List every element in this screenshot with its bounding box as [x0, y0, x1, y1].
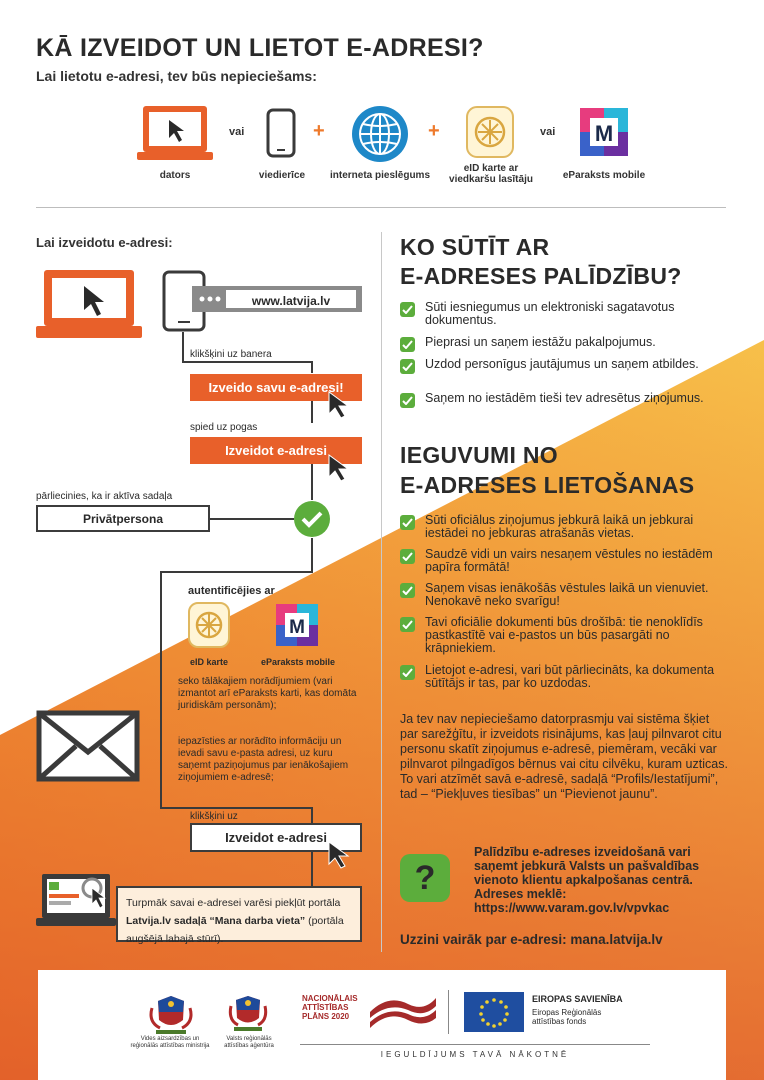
column-divider: [381, 232, 382, 952]
benefit-item: Saudzē vidi un vairs nesaņem vēstules no iestādēm papīra formātā!: [400, 548, 724, 574]
flow-line: [311, 401, 313, 423]
help-icon: [400, 854, 450, 902]
check-icon: [400, 583, 415, 598]
flow-line: [160, 571, 313, 573]
requirement-eparaksts-label: eParaksts mobile: [562, 170, 646, 181]
smartphone-icon: [266, 108, 296, 158]
eparaksts-icon: [276, 604, 318, 646]
final-create-button[interactable]: Izveidot e-adresi: [190, 823, 362, 852]
requirement-dators-label: dators: [159, 170, 191, 181]
auth-hint: autentificējies ar: [188, 585, 275, 597]
more-info-link[interactable]: Uzzini vairāk par e-adresi: mana.latvija.lv: [400, 932, 663, 947]
footer: [38, 970, 726, 1080]
laptop-large-icon: [36, 268, 142, 342]
globe-icon: [350, 104, 410, 164]
create-banner-button[interactable]: Izveido savu e-adresi!: [190, 374, 362, 401]
private-person-tab[interactable]: Privātpersona: [36, 505, 210, 532]
slogan-divider: [300, 1044, 650, 1045]
banner-hint: klikšķini uz banera: [190, 349, 272, 360]
nap-logo-text: NACIONĀLAIS ATTĪSTĪBAS PLĀNS 2020: [302, 994, 358, 1021]
benefits-heading-line1: IEGUVUMI NO: [400, 442, 558, 468]
requirement-viedierice-label: viedierīce: [258, 170, 306, 181]
help-text: Palīdzību e-adreses izveidošanā vari saņemt jebkurā Valsts un pašvaldības vienoto klientu apkalpošanas centrā. Adreses meklē: https://www.varam.gov.lv/vpvkac: [474, 845, 700, 915]
agency-label: Valsts reģionālās attīstības aģentūra: [224, 1036, 274, 1049]
laptop-portal-icon: [36, 872, 116, 930]
steps-heading: Lai izveidotu e-adresi:: [36, 235, 173, 250]
final-note-text-1: Turpmāk savai e-adresei varēsi piekļūt portāla: [126, 897, 341, 909]
benefit-item: Sūti oficiālus ziņojumus jebkurā laikā un jebkurai iestādei no jebkuras atrašanās vietas.: [400, 514, 724, 540]
check-icon: [400, 617, 415, 632]
eu-fund: Eiropas Reģionālās attīstības fonds: [532, 1008, 602, 1026]
question-mark: ?: [414, 858, 436, 897]
check-icon: [400, 515, 415, 530]
eparaksts-label: eParaksts mobile: [260, 657, 336, 667]
flow-line: [311, 538, 313, 572]
flow-line: [160, 571, 162, 809]
check-icon: [400, 359, 415, 374]
flow-line: [210, 518, 294, 520]
create-eaddress-button[interactable]: Izveidot e-adresi: [190, 437, 362, 464]
checkmark-circle-icon: [293, 500, 331, 538]
check-icon: [400, 665, 415, 680]
final-note-text-2: (portāla augšējā labajā stūrī).: [126, 915, 344, 945]
flow-line: [182, 361, 312, 363]
instruction-2: iepazīsties ar norādīto informāciju un ievadi savu e-pasta adresi, uz kuru saņemt paziņojumus par ienākošajiem ziņojumiem e-adresē;: [178, 736, 349, 783]
laptop-icon: [137, 104, 213, 162]
flow-line: [311, 464, 313, 500]
info-paragraph: Ja tev nav nepieciešamo datorprasmju vai sistēma šķiet par sarežģītu, ir izveidots risinājums, kas ļauj pilnvarot citu personu skatīt ziņojumus e-adresē, piemēram, vecāki var pilnvarot pilngadīgos bērnus vai citu cilvēku, kuram uzticas. To vari atzīmēt savā e-adresē, sadaļā “Profils/Iestatījumi”, tad – “Piekļuves tiesības” un “Pievienot jaunu”.: [400, 712, 728, 801]
nap-flag-logo: [368, 992, 438, 1030]
final-note-box: [116, 886, 362, 945]
eid-card-icon: [466, 106, 514, 158]
flow-line: [182, 332, 184, 362]
benefit-item: Saņem visas ienākošās vēstules laikā un vienuviet. Nenokavē neko svarīgu!: [400, 582, 724, 608]
eid-card-icon: [188, 602, 230, 648]
slogan: IEGULDĪJUMS TAVĀ NĀKOTNĒ: [380, 1050, 570, 1059]
flow-line: [160, 807, 313, 809]
check-icon: [400, 337, 415, 352]
flow-line: [311, 361, 313, 373]
requirement-eid-label: eID karte ar viedkaršu lasītāju: [449, 163, 533, 185]
plus-sign: +: [313, 120, 325, 142]
send-heading-line1: KO SŪTĪT AR: [400, 234, 550, 260]
check-icon: [400, 549, 415, 564]
send-item: Pieprasi un saņem iestāžu pakalpojumus.: [400, 336, 730, 352]
header-divider: [36, 207, 726, 208]
benefits-heading-line2: E-ADRESES LIETOŠANAS: [400, 472, 695, 498]
page-subtitle: Lai lietotu e-adresi, tev būs nepieciešams:: [36, 68, 317, 84]
send-item: Sūti iesniegumus un elektroniski sagatavotus dokumentus.: [400, 301, 730, 327]
button-hint: spied uz pogas: [190, 422, 258, 433]
agency-coat-of-arms-logo: [228, 992, 268, 1034]
click-hint: klikšķini uz: [190, 811, 238, 822]
check-hint: pārliecinies, ka ir aktīva sadaļa: [36, 491, 173, 502]
benefit-item: Lietojot e-adresi, vari būt pārliecināts, ka dokumenta sūtītājs ir tas, par ko uzdodas.: [400, 664, 724, 690]
send-heading-line2: E-ADRESES PALĪDZĪBU?: [400, 263, 682, 289]
envelope-icon: [36, 710, 140, 782]
url-bar[interactable]: www.latvija.lv: [251, 294, 331, 308]
eparaksts-icon: [580, 108, 628, 156]
requirement-internets-label: interneta pieslēgums: [329, 170, 431, 181]
check-icon: [400, 302, 415, 317]
flow-line: [311, 852, 313, 886]
page-title: KĀ IZVEIDOT UN LIETOT E-ADRESI?: [36, 34, 484, 62]
final-note-bold: Latvija.lv sadaļā “Mana darba vieta”: [126, 915, 306, 927]
flow-line: [311, 807, 313, 823]
ministry-label: Vides aizsardzības un reģionālās attīstības ministrija: [130, 1036, 210, 1049]
cursor-icon: [327, 840, 353, 870]
benefit-item: Tavi oficiālie dokumenti būs drošībā: tie nenoklīdīs pastkastītē vai e-pastos un būs pasargāti no krāpniekiem.: [400, 616, 724, 655]
eu-flag-logo: [464, 992, 524, 1032]
svg-text:M: M: [594, 121, 614, 146]
or-label-2: vai: [540, 126, 556, 138]
instruction-1: seko tālākajiem norādījumiem (vari izmantot arī eParaksts karti, kas domāta juridiskām personām);: [178, 676, 357, 711]
send-item: Saņem no iestādēm tieši tev adresētus ziņojumus.: [400, 392, 730, 408]
latvia-coat-of-arms-logo: [148, 992, 194, 1036]
send-item: Uzdod personīgus jautājumus un saņem atbildes.: [400, 358, 730, 374]
or-label: vai: [229, 126, 245, 138]
plus-sign-2: +: [428, 120, 440, 142]
eu-title: EIROPAS SAVIENĪBA: [532, 994, 623, 1004]
eid-label: eID karte: [189, 657, 229, 667]
check-icon: [400, 393, 415, 408]
logo-divider: [448, 990, 449, 1034]
svg-text:M: M: [289, 617, 305, 638]
cursor-icon: [327, 453, 353, 483]
cursor-icon: [327, 390, 353, 420]
